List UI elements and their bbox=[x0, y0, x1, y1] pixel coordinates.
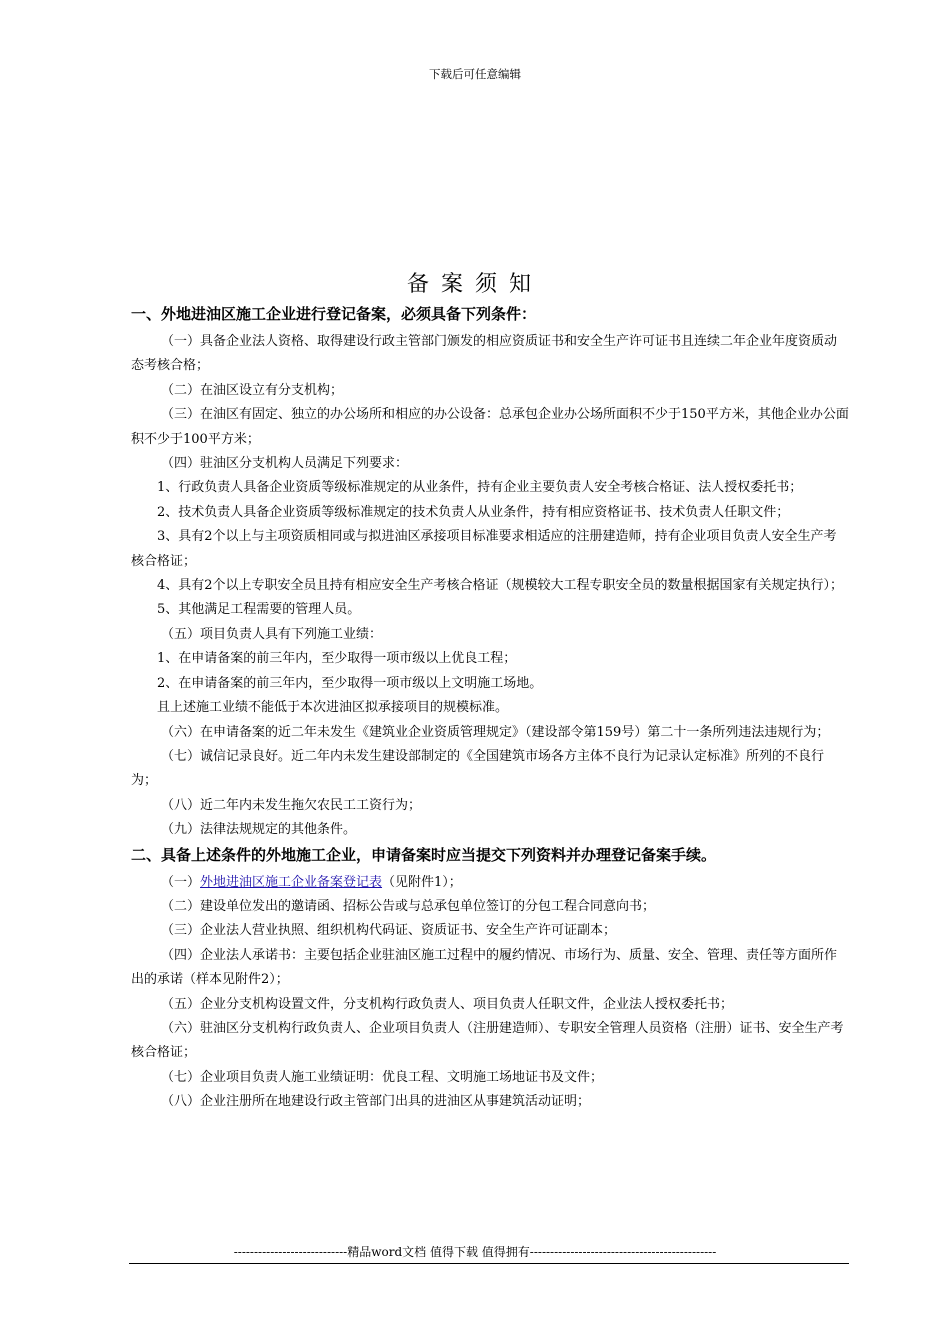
section-1-item: （一）具备企业法人资格、取得建设行政主管部门颁发的相应资质证书和安全生产许可证书且连续二年企业年度资质动态考核合格； bbox=[131, 334, 838, 374]
top-note: 下载后可任意编辑 bbox=[429, 67, 521, 81]
section-1-subitem: 2、在申请备案的前三年内，至少取得一项市级以上文明施工场地。 bbox=[157, 675, 543, 691]
section-1-subitem: 3、具有2个以上与主项资质相同或与拟进油区承接项目标准要求相适应的注册建造师，持有企业项目负责人安全生产考核合格证； bbox=[131, 529, 837, 569]
registration-form-link[interactable]: 外地进油区施工企业备案登记表 bbox=[200, 874, 383, 890]
section-2-heading: 二、具备上述条件的外地施工企业，申请备案时应当提交下列资料并办理登记备案手续。 bbox=[131, 845, 717, 864]
section-1-item: （五）项目负责人具有下列施工业绩： bbox=[161, 626, 383, 642]
section-2-item: （三）企业法人营业执照、组织机构代码证、资质证书、安全生产许可证副本； bbox=[161, 923, 617, 939]
section-1-item: （四）驻油区分支机构人员满足下列要求： bbox=[161, 456, 409, 472]
section-1-item: （二）在油区设立有分支机构； bbox=[161, 382, 344, 398]
document-title: 备案须知 bbox=[406, 272, 543, 297]
section-2-item: （四）企业法人承诺书：主要包括企业驻油区施工过程中的履约情况、市场行为、质量、安全、管理、责任等方面所作出的承诺（样本见附件2）； bbox=[131, 947, 838, 988]
section-1-subitem: 5、其他满足工程需要的管理人员。 bbox=[157, 602, 361, 618]
section-2-item-prefix: （一） bbox=[161, 874, 201, 890]
section-1-subitem: 2、技术负责人具备企业资质等级标准规定的技术负责人从业条件，持有相应资格证书、技术负责人任职文件； bbox=[157, 504, 790, 520]
footer-rule bbox=[129, 1263, 849, 1264]
section-2-item bbox=[131, 871, 849, 895]
section-2-item: （六）驻油区分支机构行政负责人、企业项目负责人（注册建造师）、专职安全管理人员资格（注册）证书、安全生产考核合格证； bbox=[131, 1020, 844, 1061]
document-body bbox=[131, 304, 849, 1115]
section-1-item: （六）在申请备案的近二年未发生《建筑业企业资质管理规定》（建设部令第159号）第二十一条所列违法违规行为； bbox=[161, 724, 830, 740]
section-1-heading: 一、外地进油区施工企业进行登记备案，必须具备下列条件： bbox=[131, 305, 537, 323]
section-2-item: （五）企业分支机构设置文件，分支机构行政负责人、项目负责人任职文件，企业法人授权委托书； bbox=[161, 996, 734, 1012]
section-2-item-suffix: （见附件1）； bbox=[382, 874, 462, 890]
section-1-subitem: 1、行政负责人具备企业资质等级标准规定的从业条件，持有企业主要负责人安全考核合格证、法人授权委托书； bbox=[157, 480, 803, 496]
section-1-item: （三）在油区有固定、独立的办公场所和相应的办公设备：总承包企业办公场所面积不少于150平方米，其他企业办公面积不少于100平方米； bbox=[131, 407, 849, 447]
footer-text: ----------------------------精品word文档 值得下载 值得拥有---------------------------------------------- bbox=[233, 1245, 717, 1259]
section-1-item: （九）法律法规规定的其他条件。 bbox=[161, 822, 357, 838]
section-2-item: （八）企业注册所在地建设行政主管部门出具的进油区从事建筑活动证明； bbox=[161, 1094, 591, 1110]
section-1-item: （七）诚信记录良好。近二年内未发生建设部制定的《全国建筑市场各方主体不良行为记录认定标准》所列的不良行为； bbox=[131, 748, 825, 789]
section-1-subitem: 1、在申请备案的前三年内，至少取得一项市级以上优良工程； bbox=[157, 651, 517, 667]
section-1-subitem: 4、具有2个以上专职安全员且持有相应安全生产考核合格证（规模较大工程专职安全员的数量根据国家有关规定执行）； bbox=[157, 578, 844, 594]
section-1-subitem: 且上述施工业绩不能低于本次进油区拟承接项目的规模标准。 bbox=[157, 700, 509, 716]
section-1-item: （八）近二年内未发生拖欠农民工工资行为； bbox=[161, 797, 422, 813]
section-2-item: （二）建设单位发出的邀请函、招标公告或与总承包单位签订的分包工程合同意向书； bbox=[161, 898, 656, 914]
section-2-item: （七）企业项目负责人施工业绩证明：优良工程、文明施工场地证书及文件； bbox=[161, 1069, 604, 1085]
